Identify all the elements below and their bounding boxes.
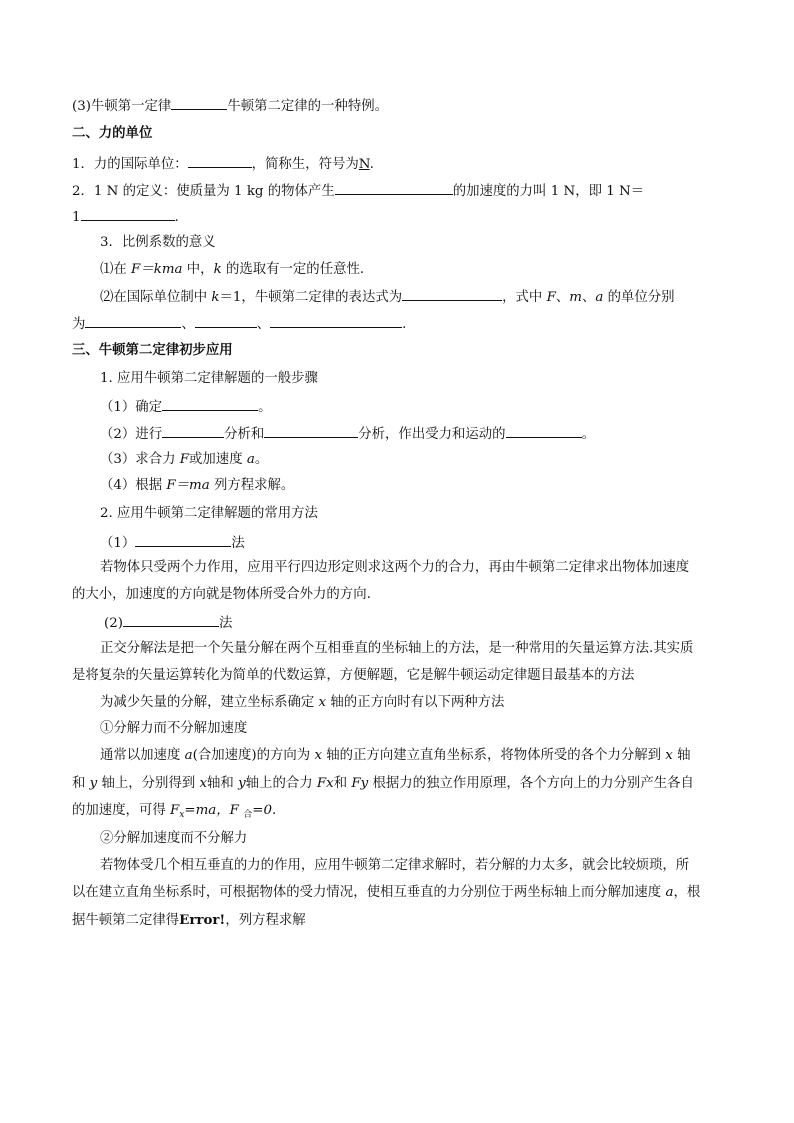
text: 分析和 (224, 427, 265, 442)
section-heading-application: 三、牛顿第二定律初步应用 (72, 342, 233, 358)
text: 1．力的国际单位： (72, 157, 188, 172)
formula: F＝kma (131, 262, 183, 277)
line-method-1 (100, 533, 245, 553)
text: 据牛顿第二定律得 (72, 913, 180, 928)
text: 牛顿第二定律的一种特例。 (227, 99, 388, 114)
text: 分析，作出受力和运动的 (358, 427, 506, 442)
text: ＝1，牛顿第二定律的表达式为 (219, 290, 403, 305)
line-newton-definition (72, 181, 644, 201)
line-case-1: ①分解力而不分解加速度 (100, 721, 248, 736)
blank (85, 314, 181, 328)
variable: y (238, 776, 246, 791)
text: 1 (72, 210, 81, 225)
text: 轴 (672, 748, 691, 763)
text: 。 (258, 400, 272, 415)
text: 、 (181, 317, 195, 332)
text: 和 (72, 776, 90, 791)
text: 为 (72, 317, 86, 332)
blank (402, 287, 502, 301)
paragraph-case-2-end (72, 911, 306, 930)
line-units-blanks (72, 314, 406, 334)
text: （2）进行 (100, 427, 163, 442)
blank (135, 533, 231, 547)
text: N (358, 157, 370, 172)
variable: F (546, 290, 556, 305)
paragraph-case-2-cont (72, 884, 700, 902)
line-first-law-special-case (72, 96, 388, 116)
text: ⑵在国际单位制中 (100, 290, 212, 305)
text: 2．1 N 的定义：使质量为 1 kg 的物体产生 (72, 184, 335, 199)
text: ，式中 (502, 290, 547, 305)
text: 列方程求解。 (209, 478, 295, 493)
subscript: x (179, 810, 185, 820)
text: 中， (182, 262, 214, 277)
blank (195, 314, 257, 328)
text: 轴的正方向建立直角坐标系，将物体所受的各个力分解到 (322, 748, 666, 763)
line-force-si-unit (72, 154, 374, 174)
line-method-2 (104, 613, 232, 633)
paragraph-case-1 (100, 747, 691, 765)
paragraph-orthogonal: 正交分解法是把一个矢量分解在两个互相垂直的坐标轴上的方法，是一种常用的矢量运算方法.其实质 (100, 641, 694, 656)
variable: Fx (316, 776, 334, 791)
formula: F＝ma (166, 478, 210, 493)
variable: k (213, 262, 222, 277)
text: (2) (104, 616, 123, 631)
subscript: 合 (243, 810, 253, 820)
text: 的单位分别 (603, 290, 675, 305)
text: 通常以加速度 (100, 748, 185, 763)
line-step-3 (100, 451, 268, 469)
blank (162, 397, 258, 411)
line-reduce-decomposition (100, 694, 504, 712)
text: （1）确定 (100, 400, 163, 415)
line-step-1 (100, 397, 271, 417)
variable: x (318, 695, 327, 710)
variable: a (595, 290, 604, 305)
line-common-methods: 2. 应用牛顿第二定律解题的常用方法 (100, 506, 318, 521)
text: 、 (581, 290, 596, 305)
text: ，列方程求解 (225, 913, 306, 928)
variable: a (184, 748, 193, 763)
variable: a (246, 452, 255, 467)
variable: a (665, 885, 674, 900)
paragraph-case-1-cont (72, 775, 694, 793)
text: 。 (254, 452, 269, 467)
variable: F (179, 452, 190, 467)
blank (81, 207, 175, 221)
text: 轴上的合力 (245, 776, 317, 791)
line-coefficient-meaning: 3．比例系数的意义 (100, 235, 216, 250)
text: ，根 (673, 885, 701, 900)
variable: x (314, 748, 322, 763)
variable: k (211, 290, 220, 305)
paragraph-two-forces: 若物体只受两个力作用，应用平行四边形定则求这两个力的合力，再由牛顿第二定律求出物体加速度 (100, 560, 690, 575)
variable: m (569, 290, 582, 305)
line-step-2 (100, 424, 595, 444)
variable: x (199, 776, 208, 791)
text: . (174, 210, 179, 225)
line-case-2: ②分解加速度而不分解力 (100, 831, 248, 846)
paragraph-orthogonal-cont: 是将复杂的矢量运算转化为简单的代数运算，方便解题，它是解牛顿运动定律题目最基本的方法 (72, 668, 635, 683)
formula: =ma，F (184, 803, 244, 818)
text: 的加速度，可得 (72, 803, 170, 818)
blank (506, 424, 582, 438)
paragraph-case-2: 若物体受几个相互垂直的力的作用，应用牛顿第二定律求解时，若分解的力太多，就会比较烦琐，所 (100, 858, 690, 873)
text: 轴上，分别得到 (97, 776, 200, 791)
text: ，简称生，符号为 (251, 157, 359, 172)
blank (162, 424, 224, 438)
text: 为减少矢量的分解，建立坐标系确定 (100, 695, 319, 710)
text: 。 (581, 427, 595, 442)
text: 的加速度的力叫 1 N，即 1 N＝ (452, 184, 645, 199)
blank (335, 181, 453, 195)
blank (264, 424, 358, 438)
blank (171, 96, 227, 110)
line-step-4 (100, 477, 294, 495)
text: 或加速度 (189, 452, 247, 467)
line-k-arbitrary (100, 261, 373, 279)
variable: Fy (351, 776, 369, 791)
line-newton-definition-cont (72, 207, 179, 227)
text: 轴的正方向时有以下两种方法 (326, 695, 505, 710)
blank (123, 613, 219, 627)
line-si-expression (100, 287, 675, 307)
text: 、 (256, 317, 271, 332)
error-field: Error! (179, 912, 226, 928)
text: (3)牛顿第一定律 (72, 99, 172, 114)
variable: y (89, 776, 98, 791)
text: 的选取有一定的任意性． (221, 262, 374, 277)
blank (188, 154, 252, 168)
text: 根据力的独立作用原理，各个方向上的力分别产生各自 (368, 776, 694, 791)
text: (合加速度)的方向为 (192, 748, 315, 763)
paragraph-case-1-end (72, 802, 276, 824)
text: 法 (218, 616, 233, 631)
line-general-steps: 1. 应用牛顿第二定律解题的一般步骤 (100, 371, 318, 386)
text: 轴和 (207, 776, 239, 791)
variable: F (170, 803, 180, 818)
variable: x (665, 748, 673, 763)
paragraph-two-forces-cont: 的大小，加速度的方向就是物体所受合外力的方向. (72, 587, 371, 602)
text: （4）根据 (100, 478, 167, 493)
text: ⑴在 (100, 262, 132, 277)
section-heading-force-unit: 二、力的单位 (72, 125, 153, 141)
text: 法 (231, 536, 245, 551)
blank (270, 314, 402, 328)
text: （3）求合力 (100, 452, 180, 467)
text: （1） (100, 536, 136, 551)
text: 以在建立直角坐标系时，可根据物体的受力情况，使相互垂直的力分别位于两坐标轴上而分解加速度 (72, 885, 666, 900)
text: . (402, 317, 407, 332)
text: 、 (555, 290, 570, 305)
text: . (369, 157, 374, 172)
text: 和 (333, 776, 352, 791)
formula: =0. (252, 803, 277, 818)
